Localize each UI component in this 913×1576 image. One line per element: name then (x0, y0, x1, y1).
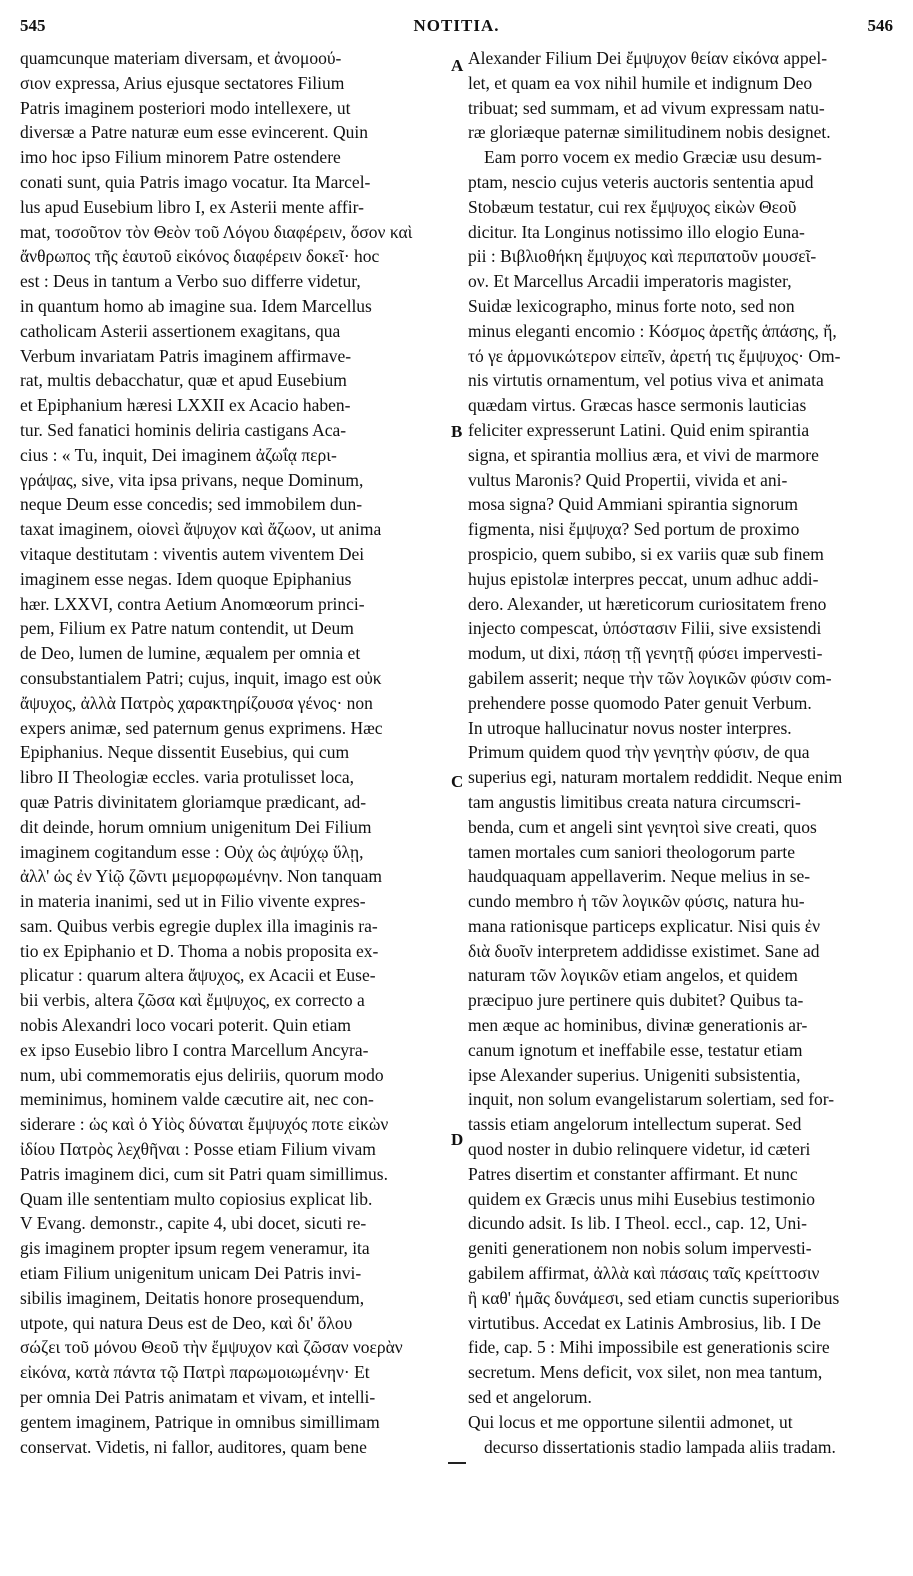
text-line: Stobæum testatur, cui rex ἔμψυχος εἰκὼν Θεοῦ (468, 196, 797, 217)
text-line: cundo membro ἡ τῶν λογικῶν φύσις, natura hu- (468, 891, 805, 912)
text-line: hujus epistolæ interpres peccat, unum adhuc addi- (468, 568, 819, 589)
text-line: nis virtutis ornamentum, vel potius viva et animata (468, 370, 824, 391)
text-line: quæ Patris divinitatem gloriamque prædicant, ad- (20, 791, 367, 812)
text-line: decurso dissertationis stadio lampada aliis tradam. (484, 1436, 836, 1457)
text-line: figmenta, nisi ἔμψυχα? Sed portum de proximo (468, 519, 800, 540)
text-line: pem, Filium ex Patre natum contendit, ut Deum (20, 618, 354, 639)
text-line: mana rationisque particeps explicatur. Nisi quis ἐν (468, 915, 821, 936)
text-line: consubstantialem Patri; cujus, inquit, imago est οὐκ (20, 667, 382, 688)
text-line: gis imaginem propter ipsum regem veneramur, ita (20, 1238, 370, 1259)
text-line: quidem ex Græcis unus mihi Eusebius testimonio (468, 1188, 816, 1209)
text-line: injecto compescat, ὑπόστασιν Filii, sive exsistendi (468, 618, 822, 639)
running-title: NOTITIA. (413, 16, 500, 35)
text-line: Patris imaginem posteriori modo intellexere, ut (20, 97, 351, 118)
text-line: ἀλλ' ὡς ἐν Υἱῷ ζῶντι μεμορφωμένην. Non tanquam (20, 866, 382, 887)
text-line: Patris imaginem dici, cum sit Patri quam simillimus. (20, 1163, 388, 1184)
text-line: conservat. Videtis, ni fallor, auditores, quam bene (20, 1436, 367, 1457)
text-line: imo hoc ipso Filium minorem Patre ostendere (20, 147, 341, 168)
text-line: geniti generationem non nobis solum impervesti- (468, 1238, 812, 1259)
text-line: σώζει τοῦ μόνου Θεοῦ τὴν ἔμψυχον καὶ ζῶσαν νοερὰν (20, 1337, 403, 1358)
text-line: tam angustis limitibus creata natura circumscri- (468, 791, 801, 812)
text-line: dero. Alexander, ut hæreticorum curiositatem freno (468, 593, 827, 614)
text-line: εἰκόνα, κατὰ πάντα τῷ Πατρὶ παρωμοιωμένην· Et (20, 1362, 370, 1383)
text-line: ræ gloriæque paternæ similitudinem nobis designet. (468, 122, 831, 143)
text-line: Patres disertim et constanter affirmant. Et nunc (468, 1163, 798, 1184)
page-header (20, 16, 893, 42)
text-line: hær. LXXVI, contra Aetium Anomœorum princi- (20, 593, 365, 614)
text-line: taxat imaginem, οἱονεὶ ἄψυχον καὶ ἄζωον, ut anima (20, 519, 382, 540)
text-line: dicundo adsit. Is lib. I Theol. eccl., cap. 12, Uni- (468, 1213, 807, 1234)
text-line: haudquaquam appellaverim. Neque melius in se- (468, 866, 811, 887)
text-line: dicitur. Ita Longinus notissimo illo elogio Euna- (468, 221, 805, 242)
text-line: quamcunque materiam diversam, et ἀνομοού- (20, 48, 342, 68)
text-line: canum ignotum et ineffabile esse, testatur etiam (468, 1039, 803, 1060)
text-line: utpote, qui natura Deus est de Deo, καὶ δι' ὅλου (20, 1312, 353, 1333)
text-line: siderare : ὡς καὶ ὁ Υἱὸς δύναται ἔμψυχός ποτε εἰκὼν (20, 1114, 389, 1135)
text-line: διὰ δυοῖν interpretem addidisse existimet. Sane ad (468, 940, 820, 961)
text-line: diversæ a Patre naturæ eum esse evincerent. Quin (20, 122, 368, 143)
text-line: ον. Et Marcellus Arcadii imperatoris magister, (468, 271, 792, 292)
left-column (20, 46, 445, 1459)
text-line: meminimus, hominem valde cæcutire ait, nec con- (20, 1089, 374, 1110)
text-line: mat, τοσοῦτον τὸν Θεὸν τοῦ Λόγου διαφέρειν, ὅσον καὶ (20, 221, 413, 242)
right-column (468, 46, 896, 1459)
text-line: catholicam Asterii assertionem exagitans, qua (20, 320, 341, 341)
text-line: in quantum homo ab imagine sua. Idem Marcellus (20, 295, 372, 316)
text-line: let, et quam ea vox nihil humile et indignum Deo (468, 72, 813, 93)
text-line: mosa signa? Quid Ammiani spirantia signorum (468, 494, 799, 515)
text-line: nobis Alexandri loco vocari poterit. Quin etiam (20, 1015, 351, 1036)
text-line: tribuat; sed summam, et ad vivum expressam natu- (468, 97, 825, 118)
text-line: In utroque hallucinatur novus noster interpres. (468, 717, 792, 738)
text-line: modum, ut dixi, πάσῃ τῇ γενητῇ φύσει impervesti- (468, 643, 823, 664)
text-line: expers animæ, sed paternum genus exprimens. Hæc (20, 717, 383, 738)
text-line: etiam Filium unigenitum unicam Dei Patris invi- (20, 1263, 362, 1284)
text-line: Suidæ lexicographo, minus forte noto, sed non (468, 295, 795, 316)
text-line: V Evang. demonstr., capite 4, ubi docet, sicuti re- (20, 1213, 367, 1234)
text-line: vultus Maronis? Quid Propertii, vivida et ani- (468, 469, 788, 490)
text-line: ἰδίου Πατρὸς λεχθῆναι : Posse etiam Filium vivam (20, 1139, 376, 1160)
text-line: gabilem asserit; neque τὴν τῶν λογικῶν φύσιν com- (468, 667, 832, 688)
text-line: conati sunt, quia Patris imago vocatur. Ita Marcel- (20, 171, 371, 192)
page-number-right: 546 (867, 16, 893, 35)
text-line: imaginem esse negas. Idem quoque Epiphanius (20, 568, 352, 589)
text-line: gentem imaginem, Patrique in omnibus simillimam (20, 1411, 380, 1432)
end-rule (448, 1462, 466, 1464)
text-line: Verbum invariatam Patris imaginem affirmave- (20, 345, 352, 366)
text-line: prehendere posse quomodo Pater genuit Verbum. (468, 692, 812, 713)
text-line: superius egi, naturam mortalem reddidit. Neque enim (468, 767, 843, 788)
text-line: Epiphanius. Neque dissentit Eusebius, qui cum (20, 742, 350, 763)
text-line: ἄνθρωπος τῆς ἑαυτοῦ εἰκόνος διαφέρειν δοκεῖ· hoc (20, 246, 380, 267)
text-line: feliciter expresserunt Latini. Quid enim spirantia (468, 419, 810, 440)
text-line: signa, et spirantia mollius æra, et vivi de marmore (468, 444, 819, 465)
text-line: vitaque destitutam : viventis autem viventem Dei (20, 543, 365, 564)
text-line: præcipuo jure pertinere quis dubitet? Quibus ta- (468, 990, 804, 1011)
text-line: est : Deus in tantum a Verbo suo differre videtur, (20, 271, 361, 292)
text-line: dit deinde, horum omnium unigenitum Dei Filium (20, 816, 372, 837)
text-line: Quam ille sententiam multo copiosius explicat lib. (20, 1188, 373, 1209)
text-line: in materia inanimi, sed ut in Filio vivente expres- (20, 891, 366, 912)
text-line: Alexander Filium Dei ἔμψυχον θείαν εἰκόνα appel- (468, 48, 828, 68)
text-line: prospicio, quem subibo, si ex variis quæ sub finem (468, 543, 824, 564)
text-line: Eam porro vocem ex medio Græciæ usu desum- (484, 147, 822, 168)
gutter-marker-c: C (451, 772, 464, 791)
text-line: ptam, nescio cujus veteris auctoris sententia apud (468, 171, 814, 192)
text-line: τό γε ἁρμονικώτερον εἰπεῖν, ἀρετή τις ἔμψυχος· Om- (468, 345, 841, 366)
text-line: naturam τῶν λογικῶν etiam angelos, et quidem (468, 965, 798, 986)
text-line: tio ex Epiphanio et D. Thoma a nobis proposita ex- (20, 940, 379, 961)
text-line: lus apud Eusebium libro I, ex Asterii mente affir- (20, 196, 364, 217)
text-line: plicatur : quarum altera ἄψυχος, ex Acacii et Euse- (20, 965, 376, 986)
text-line: Primum quidem quod τὴν γενητὴν φύσιν, de qua (468, 742, 810, 763)
text-line: gabilem affirmat, ἀλλὰ καὶ πάσαις ταῖς κρείττοσιν (468, 1263, 820, 1284)
text-line: pii : Βιβλιοθήκη ἔμψυχος καὶ περιπατοῦν μουσεῖ- (468, 246, 817, 267)
text-line: quædam virtus. Græcas hasce sermonis lauticias (468, 395, 807, 416)
text-line: virtutibus. Accedat ex Latinis Ambrosius, lib. I De (468, 1312, 821, 1333)
text-line: ex ipso Eusebio libro I contra Marcellum Ancyra- (20, 1039, 369, 1060)
gutter-marker-b: B (451, 422, 463, 441)
text-line: per omnia Dei Patris animatam et vivam, et intelli- (20, 1387, 376, 1408)
text-line: sam. Quibus verbis egregie duplex illa imaginis ra- (20, 915, 378, 936)
text-line: cius : « Tu, inquit, Dei imaginem ἀζωΐᾳ περι- (20, 444, 337, 465)
text-line: ipse Alexander superius. Unigeniti subsistentia, (468, 1064, 801, 1085)
text-line: benda, cum et angeli sint γενητοὶ sive creati, quos (468, 816, 817, 837)
text-line: et Epiphanium hæresi LXXII ex Acacio haben- (20, 395, 351, 416)
gutter-marker-a: A (451, 56, 464, 75)
text-line: num, ubi commemoratis ejus deliriis, quorum modo (20, 1064, 384, 1085)
text-line: sibilis imaginem, Deitatis honore prosequendum, (20, 1287, 365, 1308)
text-line: Qui locus et me opportune silentii admonet, ut (468, 1411, 793, 1432)
text-line: inquit, non solum evangelistarum solertiam, sed for- (468, 1089, 835, 1110)
text-line: ἄψυχος, ἀλλὰ Πατρὸς χαρακτηρίζουσα γένος· non (20, 692, 373, 713)
text-line: bii verbis, altera ζῶσα καὶ ἔμψυχος, ex correcto a (20, 990, 365, 1011)
text-line: γράψας, sive, vita ipsa privans, neque Dominum, (20, 469, 364, 490)
text-line: neque Deum esse concedis; sed immobilem dun- (20, 494, 363, 515)
text-line: rat, multis debacchatur, quæ et apud Eusebium (20, 370, 347, 391)
text-line: minus eleganti encomio : Κόσμος ἀρετῆς ἁπάσης, ἤ, (468, 320, 837, 341)
text-line: ἢ καθ' ἡμᾶς δυνάμεσι, sed etiam cunctis superioribus (468, 1287, 840, 1308)
text-line: imaginem cogitandum esse : Οὐχ ὡς ἀψύχῳ ὕλῃ, (20, 841, 364, 862)
text-line: tamen mortales cum saniori theologorum parte (468, 841, 796, 862)
text-line: tur. Sed fanatici hominis deliria castigans Aca- (20, 419, 347, 440)
text-line: sed et angelorum. (468, 1387, 592, 1408)
text-line: quod noster in dubio relinquere videtur, id cæteri (468, 1139, 811, 1160)
text-line: men æque ac hominibus, divinæ generationis ar- (468, 1015, 808, 1036)
gutter-marker-d: D (451, 1130, 464, 1149)
text-line: de Deo, lumen de lumine, æqualem per omnia et (20, 643, 361, 664)
text-line: secretum. Mens deficit, vox silet, non mea tantum, (468, 1362, 823, 1383)
page-number-left: 545 (20, 16, 46, 35)
text-line: σιον expressa, Arius ejusque sectatores Filium (20, 72, 345, 93)
text-line: tassis etiam angelorum intellectum superat. Sed (468, 1114, 802, 1135)
text-line: libro II Theologiæ eccles. varia protulisset loca, (20, 767, 355, 788)
text-line: fide, cap. 5 : Mihi impossibile est generationis scire (468, 1337, 830, 1358)
